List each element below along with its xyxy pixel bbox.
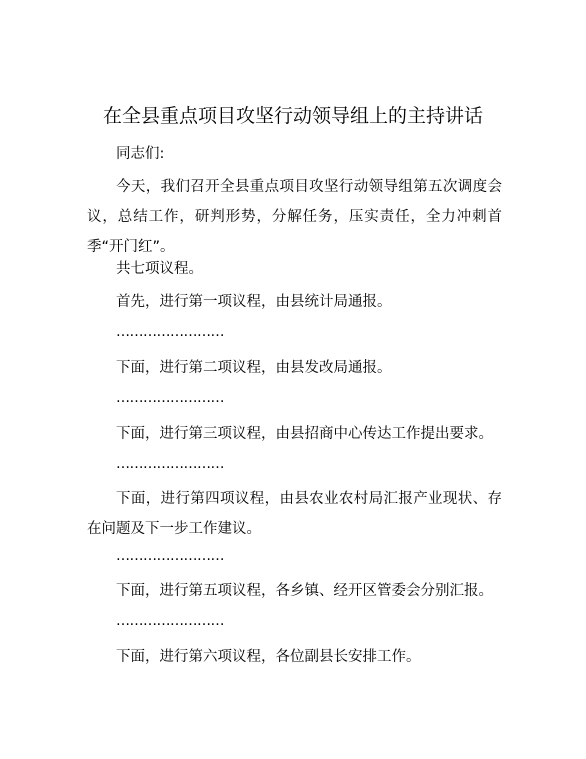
document-title: 在全县重点项目攻坚行动领导组上的主持讲话 <box>102 105 483 127</box>
paragraph-agenda-5: 下面，进行第五项议程，各乡镇、经开区管委会分别汇报。 <box>116 583 493 599</box>
paragraph-agenda-1: 首先，进行第一项议程，由县统计局通报。 <box>116 294 392 310</box>
paragraph-agenda-3: 下面，进行第三项议程，由县招商中心传达工作提出要求。 <box>116 426 493 442</box>
ellipsis-5: …………………… <box>116 613 224 629</box>
salutation: 同志们: <box>116 146 165 162</box>
paragraph-opening: 今天，我们召开全县重点项目攻坚行动领导组第五次调度会议，总结工作，研判形势，分解任务，压实责任，全力冲刺首季“开门红”。 <box>87 179 502 255</box>
paragraph-agenda-4: 下面，进行第四项议程，由县农业农村局汇报产业现状、存在问题及下一步工作建议。 <box>87 491 502 537</box>
ellipsis-2: …………………… <box>116 390 224 406</box>
ellipsis-3: …………………… <box>116 456 224 472</box>
paragraph-agenda-count: 共七项议程。 <box>116 261 203 277</box>
ellipsis-4: …………………… <box>116 548 224 564</box>
paragraph-agenda-2: 下面，进行第二项议程，由县发改局通报。 <box>116 360 392 376</box>
ellipsis-1: …………………… <box>116 324 224 340</box>
paragraph-agenda-6: 下面，进行第六项议程，各位副县长安排工作。 <box>116 649 421 665</box>
